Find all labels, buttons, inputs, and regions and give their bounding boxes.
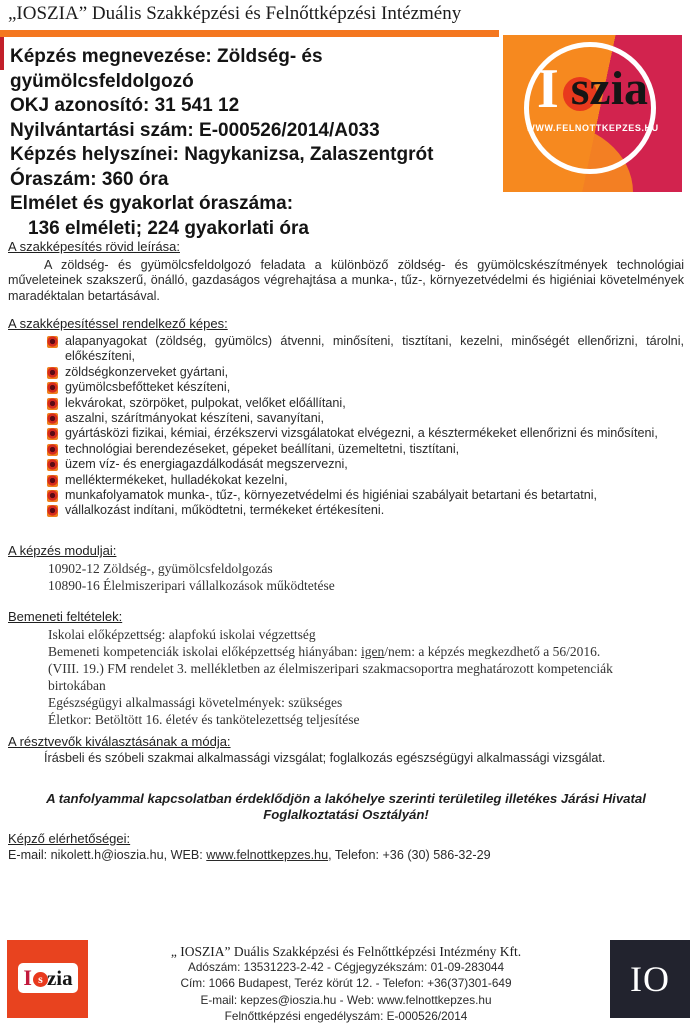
left-accent-strip — [0, 37, 4, 70]
course-info-block — [10, 45, 496, 241]
heading-competencies: A szakképesítéssel rendelkező képes: — [8, 316, 228, 331]
selection-method-text: Írásbeli és szóbeli szakmai alkalmassági vizsgálat; foglalkozás egészségügyi alkalmassági vizsgálat. — [44, 751, 606, 765]
competency-item — [8, 411, 684, 426]
course-name-line2: gyümölcsfeldolgozó — [10, 70, 194, 92]
ioszia-bullet-icon — [47, 475, 58, 487]
ioszia-bullet-icon — [47, 398, 58, 410]
logo-letters-szia: szia — [570, 62, 649, 115]
entry-requirements-block — [48, 626, 684, 728]
footer-logo-letters-zia: zia — [46, 966, 73, 990]
course-hours: Óraszám: 360 óra — [10, 168, 169, 190]
entry-req-text: /nem: a képzés megkezdhető a 56/2016. — [384, 644, 601, 659]
entry-req-text: Bemeneti kompetenciák iskolai előképzettség hiányában: — [48, 644, 362, 659]
ioszia-bullet-icon — [47, 490, 58, 502]
heading-modules: A képzés moduljai: — [8, 543, 117, 558]
heading-short-description: A szakképesítés rövid leírása: — [8, 239, 180, 254]
competency-item — [8, 473, 684, 488]
footer-io-letters: IO — [630, 959, 670, 999]
competency-text: melléktermékeket, hulladékokat kezelni, — [65, 472, 288, 487]
page-title: „IOSZIA” Duális Szakképzési és Felnőttképzési Intézmény — [8, 3, 462, 24]
heading-contact: Képző elérhetőségei: — [8, 831, 131, 846]
competency-item — [8, 396, 684, 411]
module-list — [48, 560, 335, 594]
footer-tax-line: Adószám: 13531223-2-42 - Cégjegyzékszám: 01-09-283044 — [187, 960, 505, 974]
ioszia-bullet-icon — [47, 505, 58, 517]
entry-req-line — [48, 643, 684, 660]
competency-text: alapanyagokat (zöldség, gyümölcs) átvenni, minősíteni, tisztítani, kezelni, minőségét ellenőrizni, tárolni, előkészíteni, — [65, 334, 684, 364]
footer-license-line: Felnőttképzési engedélyszám: E-000526/2014 — [224, 1009, 468, 1024]
competency-text: technológiai berendezéseket, gépeket beállítani, üzemeltetni, tisztítani, — [65, 441, 460, 456]
logo-letter-i: I — [536, 58, 559, 120]
footer-logo-wordmark — [18, 963, 78, 993]
competency-text: munkafolyamatok munka-, tűz-, környezetvédelmi és higiéniai szabályait betartani és betartatni, — [65, 488, 597, 503]
ioszia-bullet-icon — [47, 382, 58, 394]
competency-text: zöldségkonzerveket gyártani, — [65, 364, 229, 379]
entry-req-line: (VIII. 19.) FM rendelet 3. mellékletben az élelmiszeripari szakmacsoportra meghatározott kompetenciák — [48, 661, 613, 676]
header-rule — [0, 30, 499, 37]
ioszia-bullet-icon — [47, 444, 58, 456]
logo-wordmark — [503, 58, 682, 120]
competency-text: aszalni, szárítmányokat készíteni, savanyítani, — [65, 411, 324, 426]
competency-text: gyümölcsbefőtteket készíteni, — [65, 380, 231, 395]
heading-entry-requirements: Bemeneti feltételek: — [8, 609, 123, 624]
logo-url: WWW.FELNOTTKEPZES.HU — [526, 123, 659, 133]
footer-company-name: „ IOSZIA” Duális Szakképzési és Felnőttképzési Intézmény Kft. — [170, 944, 522, 959]
entry-req-line: Életkor: Betöltött 16. életév és tankötelezettség teljesítése — [48, 712, 360, 727]
footer-email-line: E-mail: kepzes@ioszia.hu - Web: www.felnottkepzes.hu — [200, 992, 492, 1007]
competency-item — [8, 457, 684, 472]
contact-post: , Telefon: +36 (30) 586-32-29 — [328, 848, 491, 862]
competency-text: vállalkozást indítani, működtetni, termékeket értékesíteni. — [65, 503, 385, 518]
short-description-text: A zöldség- és gyümölcsfeldolgozó feladata a különböző zöldség- és gyümölcskészítmények technológiai műveleteinek szakszerű, önálló, gazdaságos végrehajtása a munka-, tűz-, környezetvédelmi és higiéniai követelmények maradéktalan betartásával. — [8, 258, 684, 303]
theory-practice-label: Elmélet és gyakorlat óraszáma: — [10, 193, 294, 214]
entry-req-line: Egészségügyi alkalmassági követelmények: szükséges — [48, 695, 343, 710]
ioszia-logo — [503, 35, 682, 192]
notice-text: A tanfolyammal kapcsolatban érdeklődjön a lakóhelye szerinti területileg illetékes Járási Hivatal Foglalkoztatási Osztályán! — [46, 791, 646, 822]
contact-line — [8, 848, 491, 862]
ioszia-bullet-icon — [47, 459, 58, 471]
competency-text: lekvárokat, szörpöket, pulpokat, velőket előállítani, — [65, 395, 346, 410]
footer-logo-letter-i: I — [23, 965, 32, 990]
ioszia-bullet-icon — [47, 336, 58, 348]
competency-item — [8, 503, 684, 518]
competency-item — [8, 426, 684, 441]
ioszia-bullet-icon — [47, 413, 58, 425]
course-locations: Képzés helyszínei: Nagykanizsa, Zalaszentgrót — [10, 144, 434, 165]
footer-io-logo — [610, 940, 690, 1018]
module-item: 10902-12 Zöldség-, gyümölcsfeldolgozás — [48, 561, 273, 576]
theory-practice-hours: 136 elméleti; 224 gyakorlati óra — [28, 217, 309, 239]
okj-id: OKJ azonosító: 31 541 12 — [10, 95, 240, 116]
competency-item — [8, 334, 684, 365]
contact-website-link[interactable]: www.felnottkepzes.hu — [206, 848, 329, 862]
competency-item — [8, 488, 684, 503]
entry-req-underlined: igen — [361, 644, 385, 659]
ioszia-bullet-icon — [47, 367, 58, 379]
footer-text-block — [95, 944, 597, 1024]
entry-req-line: birtokában — [48, 678, 106, 693]
competency-list — [8, 334, 684, 519]
competency-item — [8, 380, 684, 395]
course-name-line1: Képzés megnevezése: Zöldség- és — [10, 46, 323, 67]
heading-selection-method: A résztvevők kiválasztásának a módja: — [8, 734, 231, 749]
ioszia-bullet-icon — [47, 428, 58, 440]
competency-text: gyártásközi fizikai, kémiai, érzékszervi vizsgálatokat elvégezni, a késztermékeket ellenőrizni és minősíteni, — [65, 426, 658, 441]
footer-ioszia-logo — [7, 940, 88, 1018]
module-item: 10890-16 Élelmiszeripari vállalkozások működtetése — [48, 578, 335, 593]
competency-item — [8, 365, 684, 380]
entry-req-line: Iskolai előképzettség: alapfokú iskolai végzettség — [48, 627, 316, 642]
contact-pre: E-mail: nikolett.h@ioszia.hu, WEB: — [8, 848, 207, 862]
footer-address-line: Cím: 1066 Budapest, Teréz körút 12. - Telefon: +36(37)301-649 — [180, 976, 512, 991]
footer-logo-dot-icon: s — [33, 972, 48, 987]
competency-text: üzem víz- és energiagazdálkodását megszervezni, — [65, 457, 348, 472]
registration-number: Nyilvántartási szám: E-000526/2014/A033 — [10, 119, 380, 141]
competency-item — [8, 442, 684, 457]
